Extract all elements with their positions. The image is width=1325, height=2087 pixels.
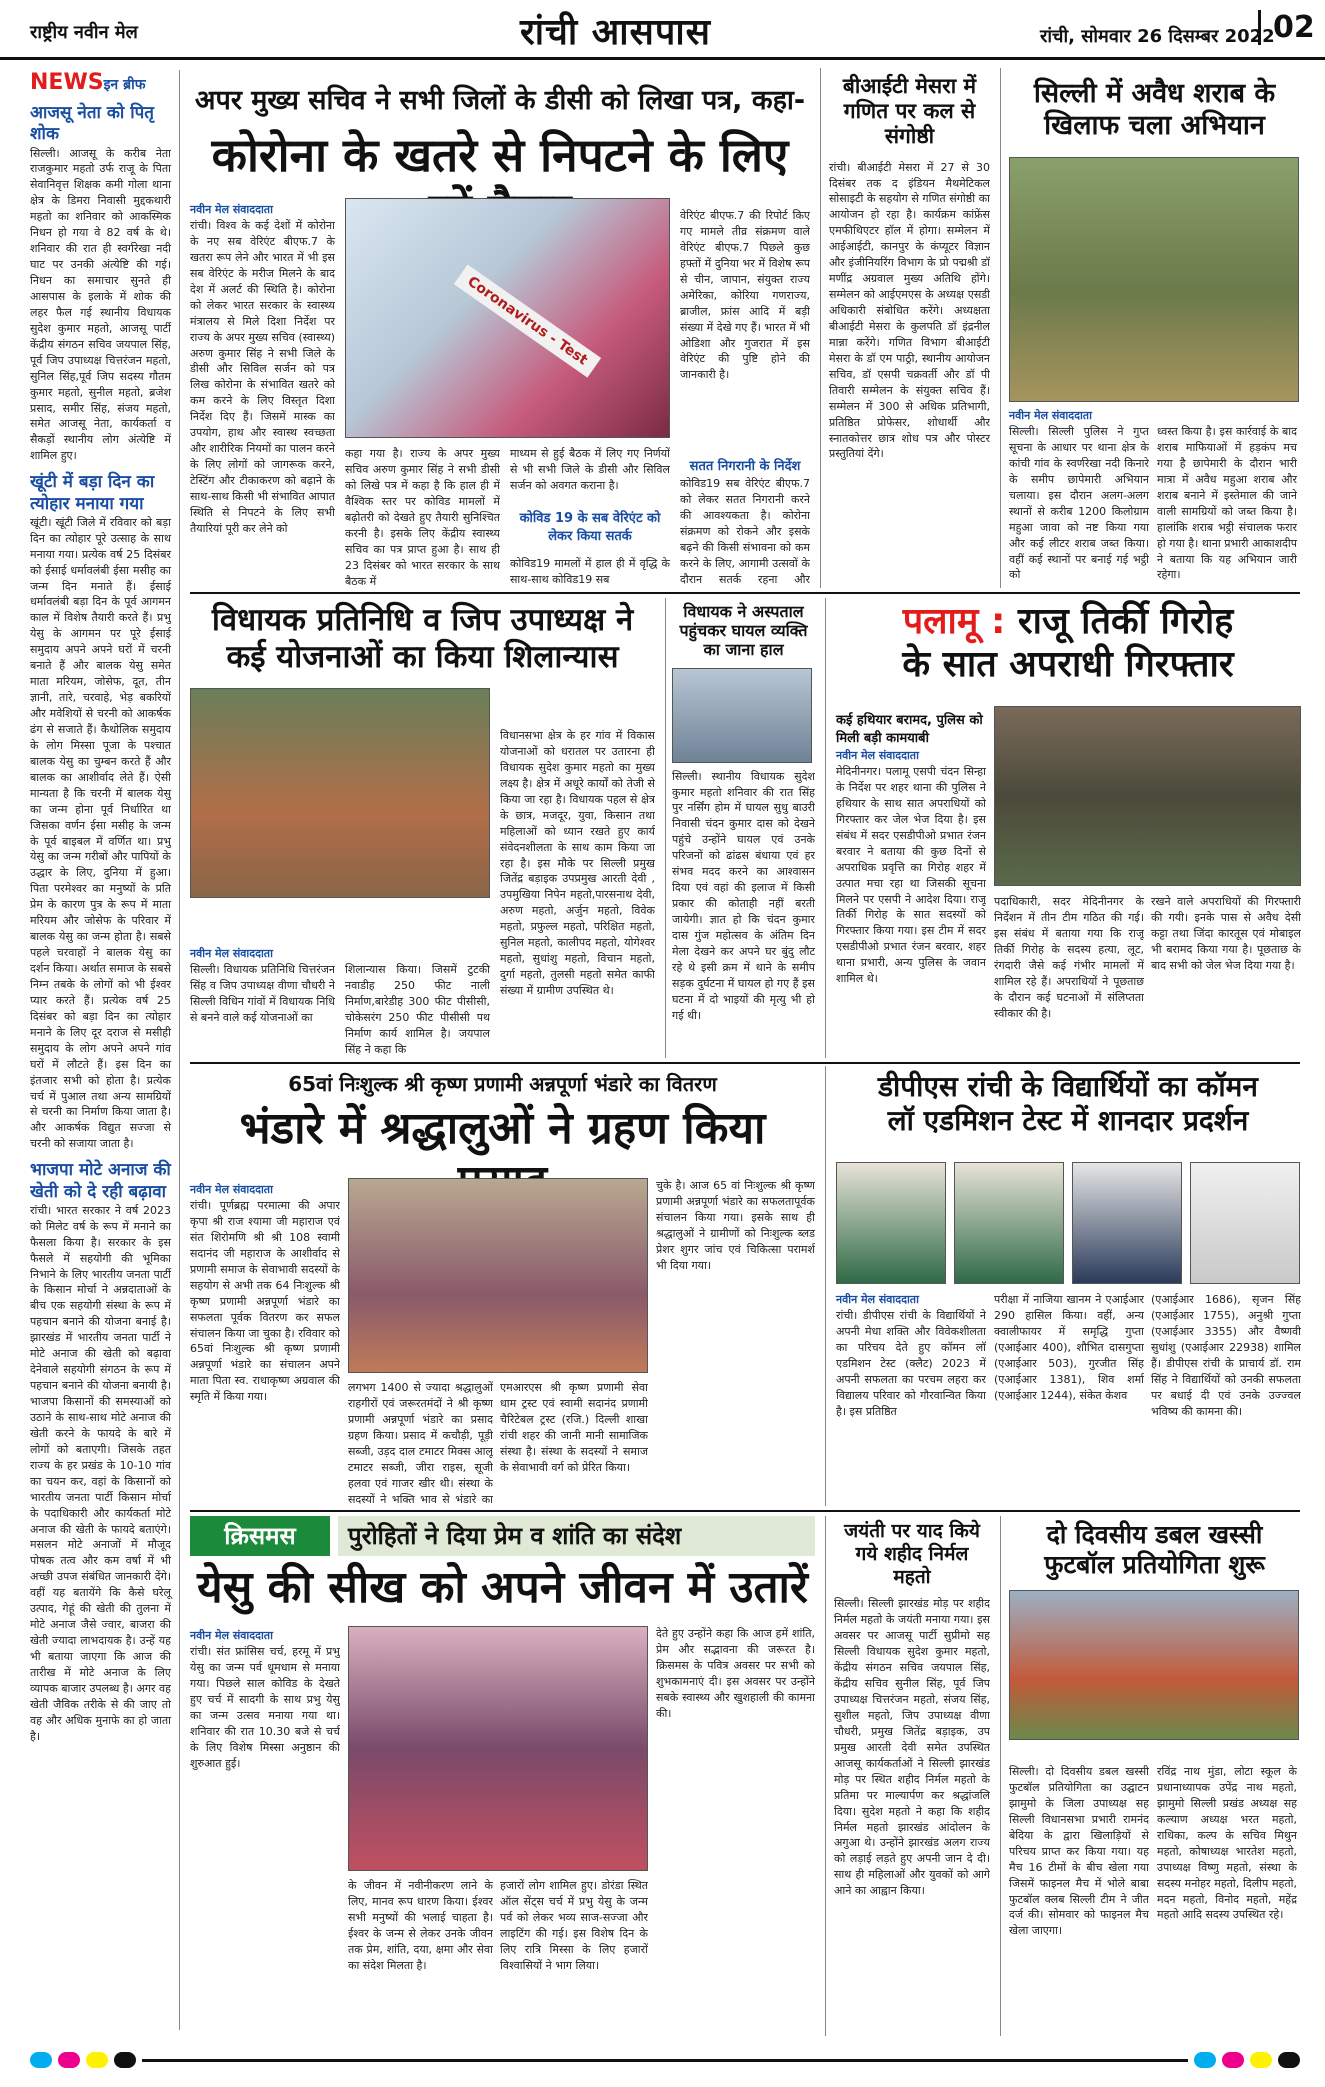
article-text: रांची। विश्व के कई देशों में कोरोना के नए सब वेरिएंट बीएफ.7 के खतरा रूप लेने और भारत में भी इस सब वेरिएंट के मरीज मिलने के बाद देश में अलर्ट की स्थिति है। कोरोना को लेकर भारत सरकार के स्वास्थ्य मंत्रालय से मिले दिशा निर्देश पर राज्य के अपर मुख्य सचिव (स्वास्थ्य) अरुण कुमार सिंह ने सभी जिले के डीसी और सिविल सर्जन को पत्र लिख कोरोना के संभावित खतरे को कम करने के लिए विस्तृत दिशा निर्देश दिए हैं। जिसमें मास्क का उपयोग, हाथ और स्वास्थ स्वच्छता और शारीरिक नियमों का पालन करने के लिए लोगों को जागरूक करने, टेस्टिंग और टीकाकरण को बढ़ाने के साथ-साथ किसी भी संभावित आपात स्थिति से निपटने के लिए सभी तैयारियां पूरी कर लेने को [190, 219, 335, 535]
article-text: माध्यम से हुई बैठक में लिए गए निर्णयों से भी सभी जिले के डीसी और सिविल सर्जन को अवगत कराना है। [510, 447, 670, 492]
divider [190, 1510, 1300, 1512]
article-text: ध्वस्त किया है। इस कार्रवाई के बाद शराब माफियाओं में हड़कंप मच गया है छापेमारी के दौरान भारी मात्रा में अवैध महुआ शराब और शराब बनाने में इस्तेमाल की जाने वाली सामग्रियों को जब्त किया है। हालांकि शराब भट्ठी संचालक फरार हो गया है। थाना प्रभारी आकाशदीप ने बताया कि यह अभियान जारी रहेगा। [1157, 425, 1297, 582]
article-text: कहा गया है। राज्य के अपर मुख्य सचिव अरुण कुमार सिंह ने सभी डीसी को लिखे पत्र में कहा है कि हाल ही में वैश्विक स्तर पर कोविड मामलों में बढ़ोतरी को देखते हुए तैयारी सुनिश्चित करनी है। इसके लिए केंद्रीय स्वास्थ्य सचिव का पत्र प्राप्त हुआ है। साथ ही 23 दिसंबर को भारत सरकार के साथ बैठक में [345, 447, 500, 588]
masthead [0, 0, 1325, 60]
news-label: NEWS [30, 70, 104, 95]
headline-line-1: डीपीएस रांची के विद्यार्थियों का कॉमन [878, 1070, 1258, 1103]
article-text: सिल्ली। स्थानीय विधायक सुदेश कुमार महतो शनिवार की रात सिंह पुर नर्सिंग होम में घायल सुधु बाउरी निवासी चंदन कुमार दास को देखने पहुंचे उन्होंने घायल एवं उनके परिजनों को ढांढस बंधाया एवं हर संभव मदद करने का आश्वासन दिया एवं वहां की इलाज में किसी प्रकार की कोताही नहीं बरती जायेगी। ज्ञात हो कि चंदन कुमार दास गुंज महोत्सव के अंतिम दिन मेला देखने कर अपने घर बुंदु लौट रहे थे इसी क्रम में थाने के समीप सड़क दुर्घटना में घायल हो गए हैं इस घटना में दो भाइयों की मृत्यु भी हो गई थी। [672, 769, 815, 1022]
byline: नवीन मेल संवाददाता [190, 947, 273, 960]
article-hospital-visit [665, 598, 815, 1058]
magenta-swatch [1222, 2052, 1244, 2068]
black-swatch [1278, 2052, 1300, 2068]
brief-headline: भाजपा मोटे अनाज की खेती को दे रही बढ़ावा [30, 1160, 171, 1202]
brief-headline: खूंटी में बड़ा दिन का त्योहार मनाया गया [30, 472, 155, 514]
article-kicker: 65वां निःशुल्क श्री कृष्ण प्रणामी अन्नपूर्णा भंडारे का वितरण [288, 1072, 717, 1096]
footer-rule [142, 2059, 1188, 2062]
news-in-brief-column [30, 70, 180, 2030]
article-text: सिल्ली। सिल्ली पुलिस ने गुप्त सूचना के आधार पर थाना क्षेत्र के कांची गांव के स्वर्णरेखा नदी किनारे के समीप छापेमारी अभियान चलाया। इस दौरान अलग-अलग स्थानों से करीब 1200 किलोग्राम महुआ जावा को नष्ट किया गया और कई लीटर शराब जब्त किया। वहीं कई स्थानों पर बनाई गई भट्ठी को [1009, 425, 1149, 582]
article-text: (एआईआर 1686), सृजन सिंह (एआईआर 1755), अनुश्री गुप्ता (एआईआर 3355) और वैष्णवी सुधांशु (एआईआर 22938) शामिल हैं। डीपीएस रांची के प्राचार्य डॉ. राम सिंह ने विद्यार्थियों को उनकी सफलता पर बधाई दी एवं उनके उज्ज्वल भविष्य की कामना की। [1151, 1293, 1301, 1418]
article-text: परीक्षा में नाजिया खानम ने एआईआर 290 हासिल किया। वहीं, अन्य क्वालीफायर में समृद्धि गुप्ता (एआईआर 400), शौभित दासगुप्ता (एआईआर 503), गुरजीत सिंह (एआईआर 1381), शिव शर्मा (एआईआर 1244), संकेत केशव [994, 1293, 1144, 1402]
article-text: शिलान्यास किया। जिसमें टुटकी नवाडीह 250 फीट नाली निर्माण,बारेडीह 300 फीट पीसीसी, चोकेसरंग 250 फीट पीसीसी पथ निर्माण कार्य शामिल है। जयपाल सिंह ने कहा कि [345, 963, 490, 1056]
article-text: रांची। संत फ्रांसिस चर्च, हरमू में प्रभु येसु का जन्म पर्व धूमधाम से मनाया गया। पिछले साल कोविड के देखते हुए चर्च में सादगी के साथ प्रभु येसु का जन्म उत्सव मनाया गया था। शनिवार की रात 10.30 बजे से चर्च के लिए विशेष मिस्सा अनुष्ठान की शुरुआत हुई। [190, 1645, 340, 1770]
page-number: 02 [1258, 10, 1315, 45]
brief-text: खूंटी। खूंटी जिले में रविवार को बड़ा दिन का त्योहार पूरे उत्साह के साथ मनाया गया। प्रत्येक वर्ष 25 दिसंबर को ईसाई धर्मावलंबी ईसा मसीह का जन्म दिन मनाते हैं। ईसाई धर्मावलंबी बड़ा दिन के पूर्व आगमन काल में विशेष तैयारी करते हैं। प्रभु येसु के आगमन पर पूरे ईसाई समुदाय अपने अपने घरों में चरनी बनाते हैं और बालक येसु समेत माता मरियम, जोसेफ, दूत, तीन ज्ञानी, तारे, चरवाहे, भेड़ बकरियों और मवेशियों से चरनी को आकर्षक ढंग से सजाते हैं। कैथोलिक समुदाय के लोग मिस्सा पूजा के पश्चात बालक येसु का चुम्बन करते हैं और बालक का आशीर्वाद लेते हैं। ऐसी मान्यता है कि चरनी में बालक येसु का जन्म होना पूर्व निर्धारित था जिसका वर्णन ईसा मसीह के जन्म के पूर्व बाइबल में वर्णित था। प्रभु येसु का जन्म गरीबों और पापियों के उद्धार के लिए, दुनिया में हुआ। पिता परमेश्वर का मनुष्यों के प्रति प्रेम के कारण पुत्र के रूप में माता मरियम और जोसेफ के परिवार में बालक येसु का जन्म होता है। सबसे पहले चरवाहों ने बालक येसु का दर्शन किया। अर्थात समाज के सबसे निम्न तबके के लोगों को भी ईश्वर प्यार करते हैं। प्रत्येक वर्ष 25 दिसंबर को बड़ा दिन का त्योहार मनाने के लिए दूर दराज से मसीही समुदाय के लोग अपने अपने गांव घरों में लौटते हैं। इस दिन का इंतजार सभी को होता है। प्रत्येक चर्च में पुआल तथा अन्य सामग्रियों से चरनी का निर्माण किया जाता है। और आकर्षक विद्युत सज्जा से चरनी को सजाया जाता है। [30, 515, 171, 1151]
devotees-photo [348, 1178, 648, 1373]
kicker-band: पुरोहितों ने दिया प्रेम व शांति का संदेश [338, 1516, 815, 1556]
brief-headline: आजसू नेता को पितृ शोक [30, 103, 154, 145]
christmas-label: क्रिसमस [190, 1516, 330, 1556]
headline-line-2: के सात अपराधी गिरफ्तार [902, 644, 1234, 686]
coronavirus-test-photo [345, 198, 670, 438]
issue-date: रांची, सोमवार 26 दिसम्बर 2022 [1040, 26, 1275, 47]
article-bhandara [190, 1066, 815, 1506]
article-headline: विधायक प्रतिनिधि व जिप उपाध्यक्ष ने कई योजनाओं का किया शिलान्यास [211, 602, 634, 676]
article-headline: बीआईटी मेसरा में गणित पर कल से संगोष्ठी [842, 74, 977, 149]
article-nirmal-mahto [825, 1516, 990, 2036]
hospital-photo [672, 668, 812, 763]
test-tube-label: Coronavirus - Test [454, 264, 601, 377]
article-headline: कोरोना के खतरे से निपटने के लिए [211, 128, 789, 182]
church-mass-photo [348, 1626, 648, 1871]
article-christmas [190, 1516, 815, 2036]
article-corona [190, 68, 810, 588]
byline: नवीन मेल संवाददाता [836, 749, 919, 762]
ceremony-photo [190, 688, 490, 898]
byline: नवीन मेल संवाददाता [836, 1293, 919, 1306]
news-in-brief-label [30, 70, 171, 95]
article-headline [836, 600, 1300, 643]
cyan-swatch [30, 2052, 52, 2068]
student-photo-4 [1190, 1162, 1300, 1284]
article-text: रखने वाले अपराधियों की गिरफ्तारी की गयी। इनके पास से अवैध देसी कट्टा तथा जिंदा कारतूस एवं मोबाइल भी बरामद किया गया है। पूछताछ के बाद सभी को जेल भेज दिया गया है। [1151, 895, 1301, 972]
article-text: देते हुए उन्होंने कहा कि आज हमें शांति, प्रेम और सद्भावना की जरूरत है। क्रिसमस के पवित्र अवसर पर सभी को शुभकामनाएं दी। इस अवसर पर उन्होंने सबके स्वास्थ्य और खुशहाली की कामना की। [656, 1627, 815, 1720]
article-text: रविंद्र नाथ मुंडा, लोटा स्कूल के प्रधानाध्यापक उपेंद्र नाथ महतो, झामुमो सिल्ली प्रखंड अध्यक्ष सह कल्याण अध्यक्ष भरत महतो, राधिका, कल्प के सचिव मिथुन महतो, कोषाध्यक्ष भारतेश महतो, उपाध्यक्ष विष्णु महतो, संस्था के सदस्य मनोहर महतो, दिलीप महतो, मदन महतो, विनोद महतो, महेंद्र महतो आदि सदस्य उपस्थित रहे। [1157, 1765, 1297, 1922]
subheading: सतत निगरानी के निर्देश [689, 459, 801, 474]
subheading: कोविड 19 के सब वेरिएंट को लेकर किया सतर्क [519, 511, 661, 544]
color-registration-bar [30, 2050, 1300, 2070]
arrested-criminals-photo [994, 706, 1301, 886]
brief-label: इन ब्रीफ [103, 77, 146, 93]
article-text: हजारों लोग शामिल हुए। डोरंडा स्थित ऑल सेंट्स चर्च में प्रभु येसु के जन्म पर्व को लेकर भव्य साज-सज्जा और लाइटिंग की गई। इस विशेष दिन के लिए रात्रि मिस्सा के लिए हजारों विश्वासियों ने भाग लिया। [500, 1879, 648, 1972]
byline: नवीन मेल संवाददाता [190, 203, 273, 216]
article-text: रांची। पूर्णब्रह्म परमात्मा की अपार कृपा श्री राज श्यामा जी महाराज एवं संत शिरोमणि श्री श्री 108 स्वामी सदानंद जी महाराज के आशीर्वाद से प्रणामी समाज के सेवाभावी सदस्यों के सहयोग से अभी तक 64 निःशुल्क श्री कृष्ण प्रणामी अन्नपूर्णा भंडारे का सफलता पूर्वक वितरण कर सफल संचालन किया जा चुका है। रविवार को 65वां निःशुल्क श्री कृष्ण प्रणामी अन्नपूर्णा भंडारे का संचालन अपने माता पिता स्व. राधाकृष्ण अग्रवाल की स्मृति में किया गया। [190, 1199, 340, 1404]
newspaper-logo: राष्ट्रीय नवीन मेल [30, 22, 138, 43]
article-bit-mesra [820, 68, 990, 588]
article-text: कोविड19 मामलों में हाल ही में वृद्धि के साथ-साथ कोविड19 सब [510, 557, 670, 586]
byline: नवीन मेल संवाददाता [190, 1629, 273, 1642]
article-headline: दो दिवसीय डबल खस्सी फुटबॉल प्रतियोगिता शुरू [1044, 1520, 1265, 1579]
police-raid-photo [1009, 157, 1299, 402]
article-text: कोविड19 सब वेरिएंट बीएफ.7 को लेकर सतत निगरानी करने की आवश्यकता है। कोरोना संक्रमण को रोकने और इसके बढ़ने की किसी संभावना को कम करने के लिए, आगामी उत्सवों के दौरान सतर्क रहना और [680, 477, 810, 586]
article-text: पदाधिकारी, सदर मेदिनीनगर के निर्देशन में तीन टीम गठित की गई। इस संबंध में बताया गया कि राजू तिर्की गिरोह के सदस्य हत्या, लूट, रंगदारी जैसे कई गंभीर मामलों में शामिल रहे हैं। अपराधियों ने पूछताछ के दौरान कई घटनाओं में संलिप्तता स्वीकार की है। [994, 895, 1144, 1020]
article-text: मेदिनीनगर। पलामू एसपी चंदन सिन्हा के निर्देश पर शहर थाना की पुलिस ने हथियार के साथ सात अपराधियों को गिरफ्तार कर जेल भेज दिया है। इस संबंध में सदर एसडीपीओ प्रभात रंजन बरवार ने बताया की कुछ दिनों से अपराधिक प्रवृत्ति का गिरोह शहर में उत्पात मचा रहा था जिसकी सूचना मिलने पर एसपी ने आदेश दिया। राजू तिर्की गिरोह के सात सदस्यों को गिरफ्तार किया गया। इस टीम में सदर एसडीपीओ प्रभात रंजन बरवार, शहर थाना प्रभारी, अन्य पुलिस के जवान शामिल थे। [836, 765, 986, 986]
article-kicker: अपर मुख्य सचिव ने सभी जिलों के डीसी को लिखा पत्र, कहा- [194, 85, 806, 116]
subheading: कई हथियार बरामद, पुलिस को मिली बड़ी कामयाबी [836, 713, 983, 746]
brief-text: रांची। भारत सरकार ने वर्ष 2023 को मिलेट वर्ष के रूप में मनाने का फैसला किया है। सरकार के इस फैसले में सहयोगी की भूमिका निभाने के लिए भारतीय जनता पार्टी के किसान मोर्चा ने अन्नदाताओं के बीच एक सहयोगी संस्था के रूप में पहचान बनाने की योजना बनाई है। झारखंड में भारतीय जनता पार्टी ने मोटे अनाज की खेती को बढ़ावा देनेवाले सहयोगी संगठन के रूप में पहचान बनाने की योजना बनायी है। भाजपा किसानों की समस्याओं को उठाने के साथ-साथ मोटे अनाज की खेती करने के फायदे के बारे में लोगों को बताएगी। जिसके तहत राज्य के हर प्रखंड के 10-10 गांव का चयन कर, वहां के किसानों को भारतीय जनता पार्टी किसान मोर्चा के पदाधिकारी और कार्यकर्ता मोटे अनाज की खेती के फायदे बताएंगे। मसलन मोटे अनाजों में मौजूद पोषक तत्व और कम वर्षा में भी अच्छी उपज संबंधित जानकारी देंगे। वहीं यह बतायेंगे कि कैसे घरेलू उत्पाद, गेहूं की खेती की तुलना में मोटे अनाज जैसे ज्वार, बाजरा की खेती ज्यादा लाभदायक है। उन्हें यह भी बताया जाएगा कि आज की तारीख में मोटे अनाज के लिए व्यापक बाजार उपलब्ध है। अगर वह खेती जैविक तरीके से की जाए तो वह और अधिक मुनाफे का हो जाता है। [30, 1203, 171, 1743]
location-label: पलामू : [902, 601, 1006, 642]
divider [190, 592, 1300, 594]
article-illegal-liquor [1000, 68, 1300, 588]
article-dps-clat [825, 1066, 1300, 1506]
student-photo-3 [1072, 1162, 1182, 1284]
article-foundation-stone [190, 598, 655, 1058]
article-text: एमआरएस श्री कृष्ण प्रणामी सेवा धाम ट्रस्ट एवं स्वामी सदानंद प्रणामी चैरिटेबल ट्रस्ट (रजि.) दिल्ली शाखा रांची शहर की जानी मानी सामाजिक संस्था है। संस्था के सदस्यों ने समाज के सेवाभावी वर्ग को प्रेरित किया। [500, 1381, 648, 1474]
article-text: सिल्ली। सिल्ली झारखंड मोड़ पर शहीद निर्मल महतो के जयंती मनाया गया। इस अवसर पर आजसू पार्टी सुप्रीमो सह सिल्ली विधायक सुदेश कुमार महतो, केंद्रीय संगठन सचिव जयपाल सिंह, केंद्रीय सचिव सुनील सिंह, पूर्व जिप उपाध्यक्ष चित्तरंजन महतो, संजय सिंह, सुशील महतो, जिप उपाध्यक्ष वीणा चौधरी, प्रमुख जितेंद्र बड़ाइक, उप प्रमुख आरती देवी समेत उपस्थित आजसू कार्यकर्ताओं ने सिल्ली झारखंड मोड़ पर स्थित शहीद निर्मल महतो के प्रतिमा पर माल्यार्पण कर श्रद्धांजलि दिया। सुदेश महतो ने कहा कि शहीद निर्मल महतो झारखंड आंदोलन के अगुआ थे। उन्होंने झारखंड अलग राज्य को लड़ाई लड़ते हुए अपनी जान दे दी। साथ ही महिलाओं और युवकों को आगे आने का आह्वान किया। [834, 1597, 990, 1898]
article-palamu-arrest [825, 598, 1300, 1058]
yellow-swatch [1250, 2052, 1272, 2068]
byline: नवीन मेल संवाददाता [190, 1183, 273, 1196]
article-text: विधानसभा क्षेत्र के हर गांव में विकास योजनाओं को धरातल पर उतारना ही विधायक सुदेश कुमार महतो का मुख्य लक्ष्य है। क्षेत्र में अधूरे कार्यों को तेजी से किया जा रहा है। विधायक पहल से क्षेत्र के छात्र, मजदूर, युवा, किसान तथा महिलाओं को ध्यान रखते हुए कार्य संवेदनशीलता के साथ काम किया जा रहा है। इस मौके पर सिल्ली प्रमुख जितेंद्र बड़ाइक उपप्रमुख आरती देवी , उपमुखिया निपेन महतो,पारसनाथ देवी, अरुण महतो, अर्जुन महतो, विवेक महतो, प्रफुल्ल महतो, परिक्षित महतो, सुनिल महतो, कालीपद महतो, योगेश्वर महतो, सुधांशु महतो, विचान महतो, दुर्गा महतो, तुलसी महतो समेत काफी संख्या में ग्रामीण उपस्थित थे। [500, 729, 655, 997]
headline-line-2: लॉ एडमिशन टेस्ट में शानदार प्रदर्शन [887, 1103, 1249, 1137]
cyan-swatch [1194, 2052, 1216, 2068]
article-text: चुके है। आज 65 वां निःशुल्क श्री कृष्ण प्रणामी अन्नपूर्णा भंडारे का सफलतापूर्वक संचालन किया गया। इसके साथ ही श्रद्धालुओं ने ग्रामीणों को निःशुल्क ब्लड प्रेशर शुगर जांच एवं चिकित्सा परामर्श भी दिया गया। [656, 1179, 815, 1272]
article-headline: जयंती पर याद किये गये शहीद निर्मल महतो [844, 1520, 980, 1588]
student-photo-1 [836, 1162, 946, 1284]
article-text: सिल्ली। दो दिवसीय डबल खस्सी फुटबॉल प्रतियोगिता का उद्घाटन झामुमो के जिला उपाध्यक्ष सह सिल्ली विधानसभा प्रभारी रामनंद बेदिया के द्वारा खिलाड़ियों से परिचय प्राप्त कर किया गया। यह मैच 16 टीमों के बीच खेला गया जिसमें फाइनल मैच में भोले बाबा फुटबॉल क्लब सिल्ली टीम ने जीत दर्ज की। सोमवार को फाइनल मैच खेला जाएगा। [1009, 1765, 1149, 1938]
article-text: लगभग 1400 से ज्यादा श्रद्धालुओं राहगीरों एवं जरूरतमंदों ने श्री कृष्ण प्रणामी अन्नपूर्णा भंडारे का प्रसाद ग्रहण किया। प्रसाद में कचौड़ी, पूड़ी सब्जी, उड़द दाल टमाटर मिक्स आलू टमाटर सब्जी, जीरा राइस, सूजी हलवा एवं गाजर खीर थी। संस्था के सदस्यों ने भक्ति भाव से भंडारे का [348, 1381, 493, 1506]
article-headline: भंडारे में श्रद्धालुओं ने ग्रहण किया [239, 1103, 766, 1154]
article-text: वेरिएंट बीएफ.7 की रिपोर्ट किए गए मामले तीव्र संक्रमण वाले वेरिएंट बीएफ.7 पिछले कुछ हफ्तों में दुनिया भर में विशेष रूप से चीन, जापान, संयुक्त राज्य अमेरिका, कोरिया गणराज्य, ब्राजील, फ्रांस आदि में बड़ी संख्या में देखे गए हैं। भारत में भी ओडिशा और गुजरात में इस वेरिएंट की पुष्टि होने की जानकारी है। [680, 209, 810, 382]
byline: नवीन मेल संवाददाता [1009, 408, 1092, 422]
student-photo-2 [954, 1162, 1064, 1284]
football-team-photo [1009, 1590, 1299, 1740]
article-text: रांची। डीपीएस रांची के विद्यार्थियों ने अपनी मेधा शक्ति और विवेकशीलता का परिचय देते हुए कॉमन लॉ एडमिशन टेस्ट (क्लैट) 2023 में अपनी सफलता का परचम लहरा कर विद्यालय परिवार को गौरवान्वित किया है। इस प्रतिष्ठित [836, 1309, 986, 1418]
article-text: सिल्ली। विधायक प्रतिनिधि चित्तरंजन सिंह व जिप उपाध्यक्ष वीणा चौधरी ने सिल्ली विधिन गांवों में विधायक निधि से बनने वाले कई योजनाओं का [190, 963, 335, 1024]
brief-text: सिल्ली। आजसू के करीब नेता राजकुमार महतो उर्फ राजू के पिता सेवानिवृत्त शिक्षक कमी गोला थाना क्षेत्र के डिमरा निवासी मुद्दकथारी महतो का शनिवार को आकस्मिक निधन हो गया वे 82 वर्ष के थे। शनिवार की रात ही स्वर्गरेखा नदी घाट पर उनकी अंत्येष्टि की गई। निधन का समाचार सुनते ही आसपास के इलाके में शोक की लहर फैल गई स्थानीय विधायक सुदेश कुमार महतो, आजसू पार्टी केंद्रीय संगठन सचिव जयपाल सिंह, पूर्व जिप उपाध्यक्ष चित्तरंजन महतो, सुनिल सिंह,पूर्व जिप सदस्य गौतम कुमार महतो, सुनील महतो, ब्रजेश प्रसाद, समीर सिंह, संजय महतो, समेत आजसू नेता, कार्यकर्ता व सैकड़ों स्थानीय लोग अंत्येष्टि में शामिल हुए। [30, 146, 171, 463]
article-headline: येसु की सीख को अपने जीवन में उतारें [197, 1562, 808, 1613]
article-football [1000, 1516, 1300, 2036]
article-headline: सिल्ली में अवैध शराब के खिलाफ चला अभियान [1033, 78, 1276, 142]
article-text: के जीवन में नवीनीकरण लाने के लिए, मानव रूप धारण किया। ईश्वर सभी मनुष्यों की भलाई चाहता है। ईश्वर के जन्म से लेकर उनके जीवन तक प्रेम, शांति, दया, क्षमा और सेवा का संदेश मिलता है। [348, 1879, 493, 1972]
headline-line-1: राजू तिर्की गिरोह [1017, 601, 1234, 642]
magenta-swatch [58, 2052, 80, 2068]
black-swatch [114, 2052, 136, 2068]
yellow-swatch [86, 2052, 108, 2068]
divider [190, 1062, 1300, 1064]
section-title: रांची आसपास [520, 12, 712, 53]
article-headline: विधायक ने अस्पताल पहुंचकर घायल व्यक्ति का जाना हाल [679, 602, 808, 660]
article-text: रांची। बीआईटी मेसरा में 27 से 30 दिसंबर तक द इंडियन मैथमेटिकल सोसाइटी के सहयोग से गणित संगोष्ठी का आयोजन हो रहा है। कार्यक्रम कांफ्रेंस एमफीथिएटर हॉल में होगा। सम्मेलन में आईआईटी, कानपुर के कंप्यूटर विज्ञान और इंजीनियरिंग विभाग के प्रो पद्मश्री डॉ मणींद्र अग्रवाल मुख्य अतिथि होंगे। सम्मेलन को आईएमएस के अध्यक्ष एसडी अधिकारी संबोधित करेंगे। अध्यक्षता बीआईटी मेसरा के कुलपति डॉ इंद्रनील मान्ना करेंगे। गणित विभाग बीआईटी मेसरा के डॉ एम पाठ्री, स्थानीय आयोजन सचिव, डॉ एसपी चक्रवर्ती और डॉ पी तिवारी सम्मेलन के संयुक्त सचिव हैं। सम्मेलन में 300 से अधिक प्रतिभागी, प्रतिष्ठित प्रोफेसर, शोधार्थी और स्नातकोत्तर छात्र शोध पत्र और पोस्टर प्रस्तुतियां देंगे। [829, 160, 990, 461]
